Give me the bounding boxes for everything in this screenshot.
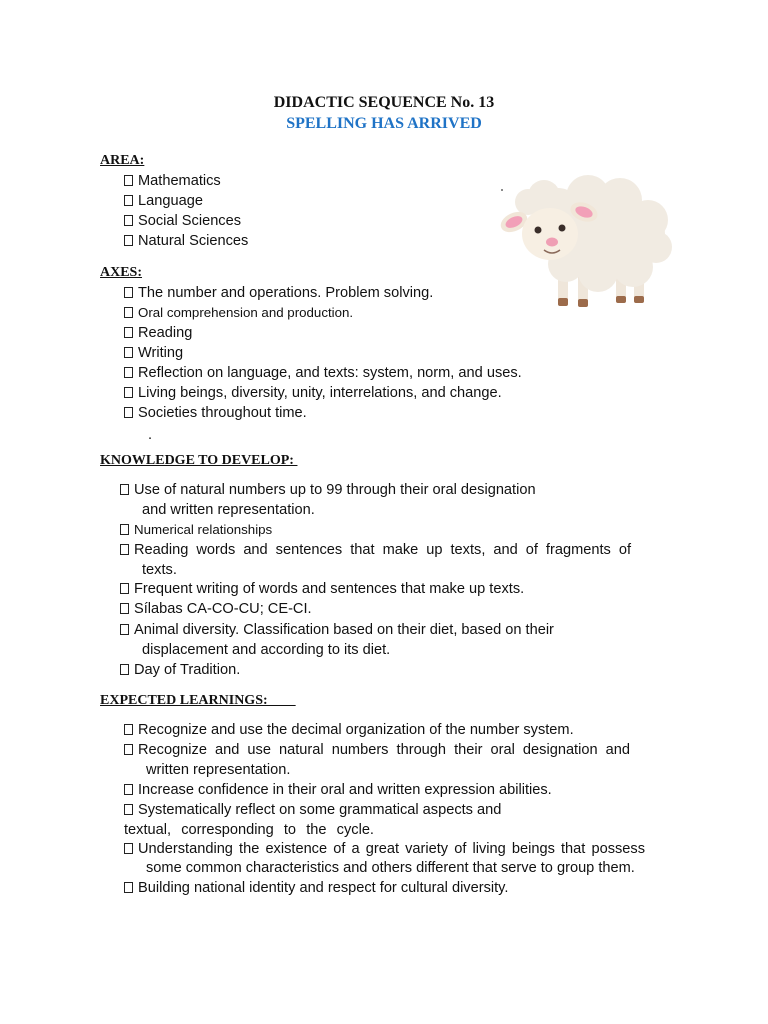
knowledge-item: Animal diversity. Classification based on their diet, based on their [120, 621, 554, 639]
checkbox-icon [124, 347, 133, 358]
learning-item-continuation: textual, corresponding to the cycle. [124, 822, 374, 838]
sheep-icon [498, 172, 674, 322]
checkbox-icon [124, 327, 133, 338]
stray-mark: . [148, 427, 153, 443]
checkbox-icon [124, 882, 133, 893]
knowledge-item: Reading words and sentences that make up texts, and of fragments of [120, 541, 631, 559]
checkbox-icon [120, 544, 129, 555]
axes-item: Reflection on language, and texts: system, norm, and uses. [124, 364, 522, 382]
checkbox-icon [124, 843, 133, 854]
learnings-heading: EXPECTED LEARNINGS: [100, 693, 296, 708]
knowledge-item-continuation: and written representation. [142, 502, 315, 518]
checkbox-icon [120, 524, 129, 535]
checkbox-icon [120, 624, 129, 635]
learning-item: Understanding the existence of a great variety of living beings that possess [124, 840, 645, 858]
axes-item: Reading [124, 324, 192, 342]
area-item: Mathematics [124, 172, 221, 190]
knowledge-item: Sílabas CA-CO-CU; CE-CI. [120, 600, 312, 618]
area-heading: AREA: [100, 153, 145, 168]
knowledge-item: Frequent writing of words and sentences that make up texts. [120, 580, 524, 598]
axes-item: Writing [124, 344, 183, 362]
document-subtitle: SPELLING HAS ARRIVED [286, 115, 482, 132]
checkbox-icon [124, 744, 133, 755]
checkbox-icon [124, 215, 133, 226]
axes-item: Living beings, diversity, unity, interrelations, and change. [124, 384, 502, 402]
checkbox-icon [124, 307, 133, 318]
learning-item: Systematically reflect on some grammatical aspects and [124, 801, 501, 819]
checkbox-icon [124, 387, 133, 398]
learning-item-continuation: written representation. [146, 762, 291, 778]
area-item: Language [124, 192, 203, 210]
area-item: Social Sciences [124, 212, 241, 230]
axes-item: Oral comprehension and production. [124, 304, 353, 322]
checkbox-icon [124, 407, 133, 418]
checkbox-icon [124, 724, 133, 735]
checkbox-icon [124, 195, 133, 206]
checkbox-icon [124, 235, 133, 246]
axes-item: The number and operations. Problem solving. [124, 284, 433, 302]
learning-item-continuation: some common characteristics and others different that serve to group them. [146, 860, 635, 876]
checkbox-icon [124, 804, 133, 815]
checkbox-icon [124, 287, 133, 298]
knowledge-item: Use of natural numbers up to 99 through their oral designation [120, 481, 536, 499]
checkbox-icon [124, 175, 133, 186]
checkbox-icon [120, 664, 129, 675]
knowledge-item: Day of Tradition. [120, 661, 240, 679]
checkbox-icon [124, 784, 133, 795]
checkbox-icon [120, 603, 129, 614]
area-item: Natural Sciences [124, 232, 248, 250]
knowledge-heading: KNOWLEDGE TO DEVELOP: [100, 453, 298, 468]
axes-item: Societies throughout time. [124, 404, 307, 422]
learning-item: Increase confidence in their oral and written expression abilities. [124, 781, 552, 799]
learning-item: Building national identity and respect for cultural diversity. [124, 879, 508, 897]
checkbox-icon [120, 583, 129, 594]
checkbox-icon [120, 484, 129, 495]
learning-item: Recognize and use natural numbers through their oral designation and [124, 741, 630, 759]
knowledge-item: Numerical relationships [120, 521, 272, 539]
checkbox-icon [124, 367, 133, 378]
learning-item: Recognize and use the decimal organization of the number system. [124, 721, 574, 739]
knowledge-item-continuation: displacement and according to its diet. [142, 642, 391, 658]
axes-heading: AXES: [100, 265, 143, 280]
document-title: DIDACTIC SEQUENCE No. 13 [273, 94, 495, 111]
knowledge-item-continuation: texts. [142, 562, 177, 578]
